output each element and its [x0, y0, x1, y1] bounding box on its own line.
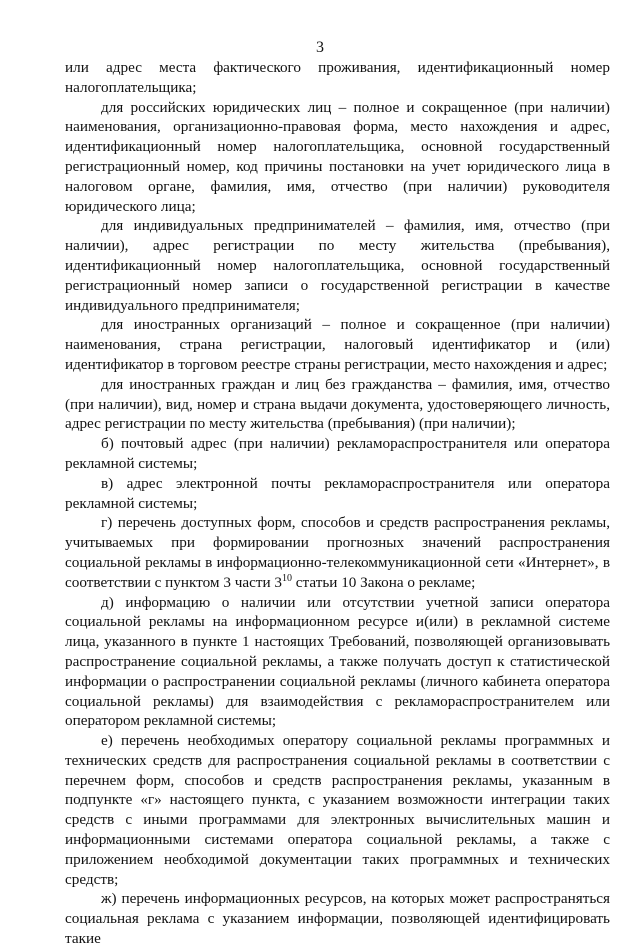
paragraph-foreign-citizens: для иностранных граждан и лиц без гражданства – фамилия, имя, отчество (при наличии), вид, номер и страна выдачи документа, удостоверяющего личность, адрес регистрации по месту жительства (пребывания) (при наличии);	[65, 375, 610, 433]
paragraph-item-d: д) информацию о наличии или отсутствии учетной записи оператора социальной рекламы на информационном ресурсе и(или) в рекламной системе лица, указанного в пункте 1 настоящих Требований, позволяющей организовывать распространение социальной рекламы, а также получать доступ к статистической информации о распространении социальной рекламы (личного кабинета оператора социальной рекламы) для взаимодействия с рекламораспространителем или оператором рекламной системы;	[65, 593, 610, 730]
item-g-text: г) перечень доступных форм, способов и средств распространения рекламы, учитываемых при формировании прогнозных значений распространения социальной рекламы в информационно-телекоммуникационной сети «Интернет», в соответствии с пунктом 3 части 3	[65, 514, 610, 591]
paragraph-item-e: е) перечень необходимых оператору социальной рекламы программных и технических средств для распространения социальной рекламы в соответствии с перечнем форм, способов и средств распространения рекламы, указанным в подпункте «г» настоящего пункта, с указанием возможности интеграции таких средств с иными программами для электронных вычислительных машин и информационными системами оператора социальной рекламы, а также с приложением необходимой документации таких программных и технических средств;	[65, 732, 610, 888]
paragraph-item-v: в) адрес электронной почты рекламораспространителя или оператора рекламной системы;	[65, 474, 610, 512]
item-g-superscript: 10	[282, 572, 292, 584]
document-body	[65, 58, 610, 949]
paragraph-item-g	[65, 513, 610, 592]
item-g-text-end: статьи 10 Закона о рекламе;	[292, 573, 476, 591]
paragraph-foreign-organizations: для иностранных организаций – полное и сокращенное (при наличии) наименования, страна регистрации, налоговый идентификатор и (или) идентификатор в торговом реестре страны регистрации, место нахождения и адрес;	[65, 316, 610, 373]
paragraph-item-zh: ж) перечень информационных ресурсов, на которых может распространяться социальная реклама с указанием информации, позволяющей идентифицировать такие	[65, 890, 610, 948]
page-number: 3	[316, 39, 324, 56]
paragraph-item-b: б) почтовый адрес (при наличии) рекламораспространителя или оператора рекламной системы;	[65, 435, 610, 472]
paragraph-russian-legal-entities: для российских юридических лиц – полное и сокращенное (при наличии) наименования, организационно-правовая форма, место нахождения и адрес, идентификационный номер налогоплательщика, основной государственный регистрационный номер, код причины постановки на учет юридического лица в налоговом органе, фамилия, имя, отчество (при наличии) руководителя юридического лица;	[65, 98, 610, 215]
paragraph-address-continuation: или адрес места фактического проживания, идентификационный номер налогоплательщика;	[65, 59, 610, 96]
paragraph-individual-entrepreneurs: для индивидуальных предпринимателей – фамилия, имя, отчество (при наличии), адрес регистрации по месту жительства (пребывания), идентификационный номер налогоплательщика, основной государственный регистрационный номер записи о государственной регистрации в качестве индивидуального предпринимателя;	[65, 217, 610, 314]
